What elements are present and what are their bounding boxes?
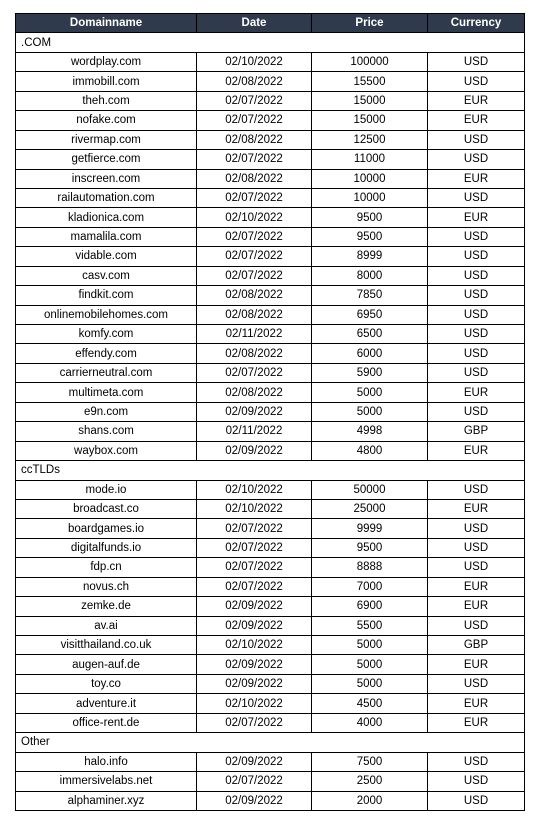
table-row bbox=[16, 499, 525, 518]
cell-date: 02/09/2022 bbox=[197, 752, 312, 771]
cell-currency: USD bbox=[428, 305, 525, 324]
cell-domainname: immobill.com bbox=[16, 72, 197, 91]
cell-currency: USD bbox=[428, 772, 525, 791]
table-row bbox=[16, 208, 525, 227]
table-row bbox=[16, 363, 525, 382]
cell-price: 11000 bbox=[312, 150, 428, 169]
cell-date: 02/11/2022 bbox=[197, 325, 312, 344]
cell-currency: USD bbox=[428, 325, 525, 344]
group-row bbox=[16, 461, 525, 480]
table-row bbox=[16, 441, 525, 460]
cell-price: 2000 bbox=[312, 791, 428, 810]
cell-date: 02/08/2022 bbox=[197, 130, 312, 149]
cell-domainname: visitthailand.co.uk bbox=[16, 636, 197, 655]
cell-price: 4500 bbox=[312, 694, 428, 713]
cell-date: 02/09/2022 bbox=[197, 674, 312, 693]
cell-domainname: digitalfunds.io bbox=[16, 538, 197, 557]
cell-price: 4800 bbox=[312, 441, 428, 460]
cell-currency: EUR bbox=[428, 111, 525, 130]
table-row bbox=[16, 150, 525, 169]
cell-date: 02/07/2022 bbox=[197, 266, 312, 285]
cell-price: 5000 bbox=[312, 383, 428, 402]
cell-currency: GBP bbox=[428, 636, 525, 655]
table-row bbox=[16, 519, 525, 538]
cell-domainname: mode.io bbox=[16, 480, 197, 499]
cell-domainname: office-rent.de bbox=[16, 713, 197, 732]
cell-date: 02/07/2022 bbox=[197, 247, 312, 266]
header-row bbox=[16, 14, 525, 33]
cell-date: 02/11/2022 bbox=[197, 422, 312, 441]
cell-date: 02/10/2022 bbox=[197, 694, 312, 713]
cell-currency: GBP bbox=[428, 422, 525, 441]
cell-date: 02/10/2022 bbox=[197, 499, 312, 518]
cell-domainname: e9n.com bbox=[16, 402, 197, 421]
cell-domainname: mamalila.com bbox=[16, 227, 197, 246]
cell-price: 9999 bbox=[312, 519, 428, 538]
table-row bbox=[16, 791, 525, 810]
cell-price: 5000 bbox=[312, 402, 428, 421]
cell-date: 02/07/2022 bbox=[197, 577, 312, 596]
cell-domainname: zemke.de bbox=[16, 597, 197, 616]
cell-date: 02/10/2022 bbox=[197, 636, 312, 655]
cell-currency: EUR bbox=[428, 694, 525, 713]
cell-currency: EUR bbox=[428, 499, 525, 518]
cell-currency: USD bbox=[428, 130, 525, 149]
cell-price: 9500 bbox=[312, 227, 428, 246]
group-label: ccTLDs bbox=[16, 461, 525, 480]
cell-price: 50000 bbox=[312, 480, 428, 499]
cell-date: 02/07/2022 bbox=[197, 713, 312, 732]
group-row bbox=[16, 733, 525, 752]
cell-domainname: boardgames.io bbox=[16, 519, 197, 538]
cell-price: 2500 bbox=[312, 772, 428, 791]
table-row bbox=[16, 91, 525, 110]
cell-domainname: carrierneutral.com bbox=[16, 363, 197, 382]
cell-domainname: getfierce.com bbox=[16, 150, 197, 169]
cell-currency: USD bbox=[428, 402, 525, 421]
cell-domainname: inscreen.com bbox=[16, 169, 197, 188]
cell-date: 02/10/2022 bbox=[197, 208, 312, 227]
cell-currency: USD bbox=[428, 344, 525, 363]
cell-currency: EUR bbox=[428, 441, 525, 460]
cell-domainname: vidable.com bbox=[16, 247, 197, 266]
cell-domainname: fdp.cn bbox=[16, 558, 197, 577]
group-row bbox=[16, 33, 525, 52]
domain-sales-table bbox=[15, 13, 525, 811]
cell-price: 8888 bbox=[312, 558, 428, 577]
cell-domainname: toy.co bbox=[16, 674, 197, 693]
cell-currency: EUR bbox=[428, 383, 525, 402]
table-row bbox=[16, 694, 525, 713]
cell-price: 6950 bbox=[312, 305, 428, 324]
cell-domainname: novus.ch bbox=[16, 577, 197, 596]
cell-domainname: multimeta.com bbox=[16, 383, 197, 402]
cell-date: 02/07/2022 bbox=[197, 772, 312, 791]
table-row bbox=[16, 305, 525, 324]
cell-price: 100000 bbox=[312, 52, 428, 71]
table-body bbox=[16, 33, 525, 811]
table-row bbox=[16, 227, 525, 246]
table-row bbox=[16, 636, 525, 655]
cell-currency: USD bbox=[428, 247, 525, 266]
cell-currency: USD bbox=[428, 363, 525, 382]
cell-currency: EUR bbox=[428, 597, 525, 616]
cell-date: 02/08/2022 bbox=[197, 383, 312, 402]
cell-currency: EUR bbox=[428, 713, 525, 732]
cell-date: 02/07/2022 bbox=[197, 111, 312, 130]
header-currency: Currency bbox=[428, 14, 525, 33]
cell-date: 02/08/2022 bbox=[197, 72, 312, 91]
cell-domainname: casv.com bbox=[16, 266, 197, 285]
header-date: Date bbox=[197, 14, 312, 33]
cell-price: 15500 bbox=[312, 72, 428, 91]
cell-date: 02/09/2022 bbox=[197, 597, 312, 616]
cell-price: 15000 bbox=[312, 91, 428, 110]
cell-price: 10000 bbox=[312, 169, 428, 188]
cell-date: 02/08/2022 bbox=[197, 169, 312, 188]
table-row bbox=[16, 188, 525, 207]
cell-domainname: augen-auf.de bbox=[16, 655, 197, 674]
cell-date: 02/07/2022 bbox=[197, 519, 312, 538]
cell-currency: USD bbox=[428, 674, 525, 693]
cell-date: 02/09/2022 bbox=[197, 402, 312, 421]
cell-domainname: immersivelabs.net bbox=[16, 772, 197, 791]
cell-date: 02/07/2022 bbox=[197, 558, 312, 577]
cell-domainname: theh.com bbox=[16, 91, 197, 110]
cell-price: 4000 bbox=[312, 713, 428, 732]
cell-price: 4998 bbox=[312, 422, 428, 441]
cell-domainname: nofake.com bbox=[16, 111, 197, 130]
cell-domainname: komfy.com bbox=[16, 325, 197, 344]
cell-date: 02/09/2022 bbox=[197, 616, 312, 635]
cell-date: 02/07/2022 bbox=[197, 227, 312, 246]
cell-currency: USD bbox=[428, 188, 525, 207]
cell-price: 5000 bbox=[312, 655, 428, 674]
cell-domainname: broadcast.co bbox=[16, 499, 197, 518]
table-row bbox=[16, 480, 525, 499]
cell-currency: EUR bbox=[428, 91, 525, 110]
table-row bbox=[16, 52, 525, 71]
cell-domainname: onlinemobilehomes.com bbox=[16, 305, 197, 324]
cell-date: 02/08/2022 bbox=[197, 286, 312, 305]
cell-date: 02/07/2022 bbox=[197, 91, 312, 110]
table-row bbox=[16, 713, 525, 732]
cell-price: 6500 bbox=[312, 325, 428, 344]
cell-price: 5900 bbox=[312, 363, 428, 382]
cell-currency: EUR bbox=[428, 208, 525, 227]
table-row bbox=[16, 402, 525, 421]
cell-domainname: adventure.it bbox=[16, 694, 197, 713]
cell-domainname: railautomation.com bbox=[16, 188, 197, 207]
table-row bbox=[16, 325, 525, 344]
table-row bbox=[16, 383, 525, 402]
table-row bbox=[16, 111, 525, 130]
cell-currency: USD bbox=[428, 266, 525, 285]
cell-currency: USD bbox=[428, 227, 525, 246]
cell-price: 5000 bbox=[312, 674, 428, 693]
table-row bbox=[16, 752, 525, 771]
cell-currency: USD bbox=[428, 752, 525, 771]
cell-currency: USD bbox=[428, 791, 525, 810]
cell-date: 02/10/2022 bbox=[197, 480, 312, 499]
header-domainname: Domainname bbox=[16, 14, 197, 33]
cell-domainname: av.ai bbox=[16, 616, 197, 635]
group-label: Other bbox=[16, 733, 525, 752]
cell-domainname: alphaminer.xyz bbox=[16, 791, 197, 810]
group-label: .COM bbox=[16, 33, 525, 52]
cell-date: 02/10/2022 bbox=[197, 52, 312, 71]
cell-currency: EUR bbox=[428, 655, 525, 674]
cell-currency: EUR bbox=[428, 577, 525, 596]
cell-price: 7500 bbox=[312, 752, 428, 771]
table-row bbox=[16, 772, 525, 791]
cell-date: 02/07/2022 bbox=[197, 150, 312, 169]
table-row bbox=[16, 266, 525, 285]
cell-price: 8999 bbox=[312, 247, 428, 266]
table-row bbox=[16, 247, 525, 266]
table-row bbox=[16, 538, 525, 557]
cell-price: 7000 bbox=[312, 577, 428, 596]
cell-domainname: waybox.com bbox=[16, 441, 197, 460]
table-row bbox=[16, 286, 525, 305]
cell-currency: USD bbox=[428, 519, 525, 538]
cell-price: 25000 bbox=[312, 499, 428, 518]
table-row bbox=[16, 597, 525, 616]
cell-price: 8000 bbox=[312, 266, 428, 285]
table-row bbox=[16, 616, 525, 635]
cell-domainname: wordplay.com bbox=[16, 52, 197, 71]
cell-currency: USD bbox=[428, 480, 525, 499]
cell-price: 7850 bbox=[312, 286, 428, 305]
cell-domainname: effendy.com bbox=[16, 344, 197, 363]
cell-price: 6900 bbox=[312, 597, 428, 616]
cell-currency: EUR bbox=[428, 169, 525, 188]
cell-currency: USD bbox=[428, 538, 525, 557]
cell-date: 02/07/2022 bbox=[197, 363, 312, 382]
cell-domainname: shans.com bbox=[16, 422, 197, 441]
cell-price: 9500 bbox=[312, 208, 428, 227]
cell-currency: USD bbox=[428, 286, 525, 305]
table-row bbox=[16, 655, 525, 674]
table-row bbox=[16, 674, 525, 693]
cell-date: 02/09/2022 bbox=[197, 791, 312, 810]
table-row bbox=[16, 72, 525, 91]
cell-date: 02/07/2022 bbox=[197, 538, 312, 557]
cell-price: 15000 bbox=[312, 111, 428, 130]
cell-price: 10000 bbox=[312, 188, 428, 207]
table-row bbox=[16, 344, 525, 363]
table-row bbox=[16, 577, 525, 596]
cell-price: 5500 bbox=[312, 616, 428, 635]
table-row bbox=[16, 169, 525, 188]
table-row bbox=[16, 422, 525, 441]
cell-price: 9500 bbox=[312, 538, 428, 557]
cell-date: 02/08/2022 bbox=[197, 305, 312, 324]
table-row bbox=[16, 130, 525, 149]
cell-currency: USD bbox=[428, 150, 525, 169]
cell-domainname: kladionica.com bbox=[16, 208, 197, 227]
header-price: Price bbox=[312, 14, 428, 33]
cell-price: 5000 bbox=[312, 636, 428, 655]
cell-currency: USD bbox=[428, 52, 525, 71]
cell-currency: USD bbox=[428, 72, 525, 91]
cell-domainname: findkit.com bbox=[16, 286, 197, 305]
cell-domainname: rivermap.com bbox=[16, 130, 197, 149]
cell-domainname: halo.info bbox=[16, 752, 197, 771]
cell-currency: USD bbox=[428, 616, 525, 635]
cell-date: 02/07/2022 bbox=[197, 188, 312, 207]
table-header bbox=[16, 14, 525, 33]
table-row bbox=[16, 558, 525, 577]
cell-price: 6000 bbox=[312, 344, 428, 363]
cell-price: 12500 bbox=[312, 130, 428, 149]
cell-date: 02/08/2022 bbox=[197, 344, 312, 363]
cell-date: 02/09/2022 bbox=[197, 441, 312, 460]
cell-currency: USD bbox=[428, 558, 525, 577]
cell-date: 02/09/2022 bbox=[197, 655, 312, 674]
